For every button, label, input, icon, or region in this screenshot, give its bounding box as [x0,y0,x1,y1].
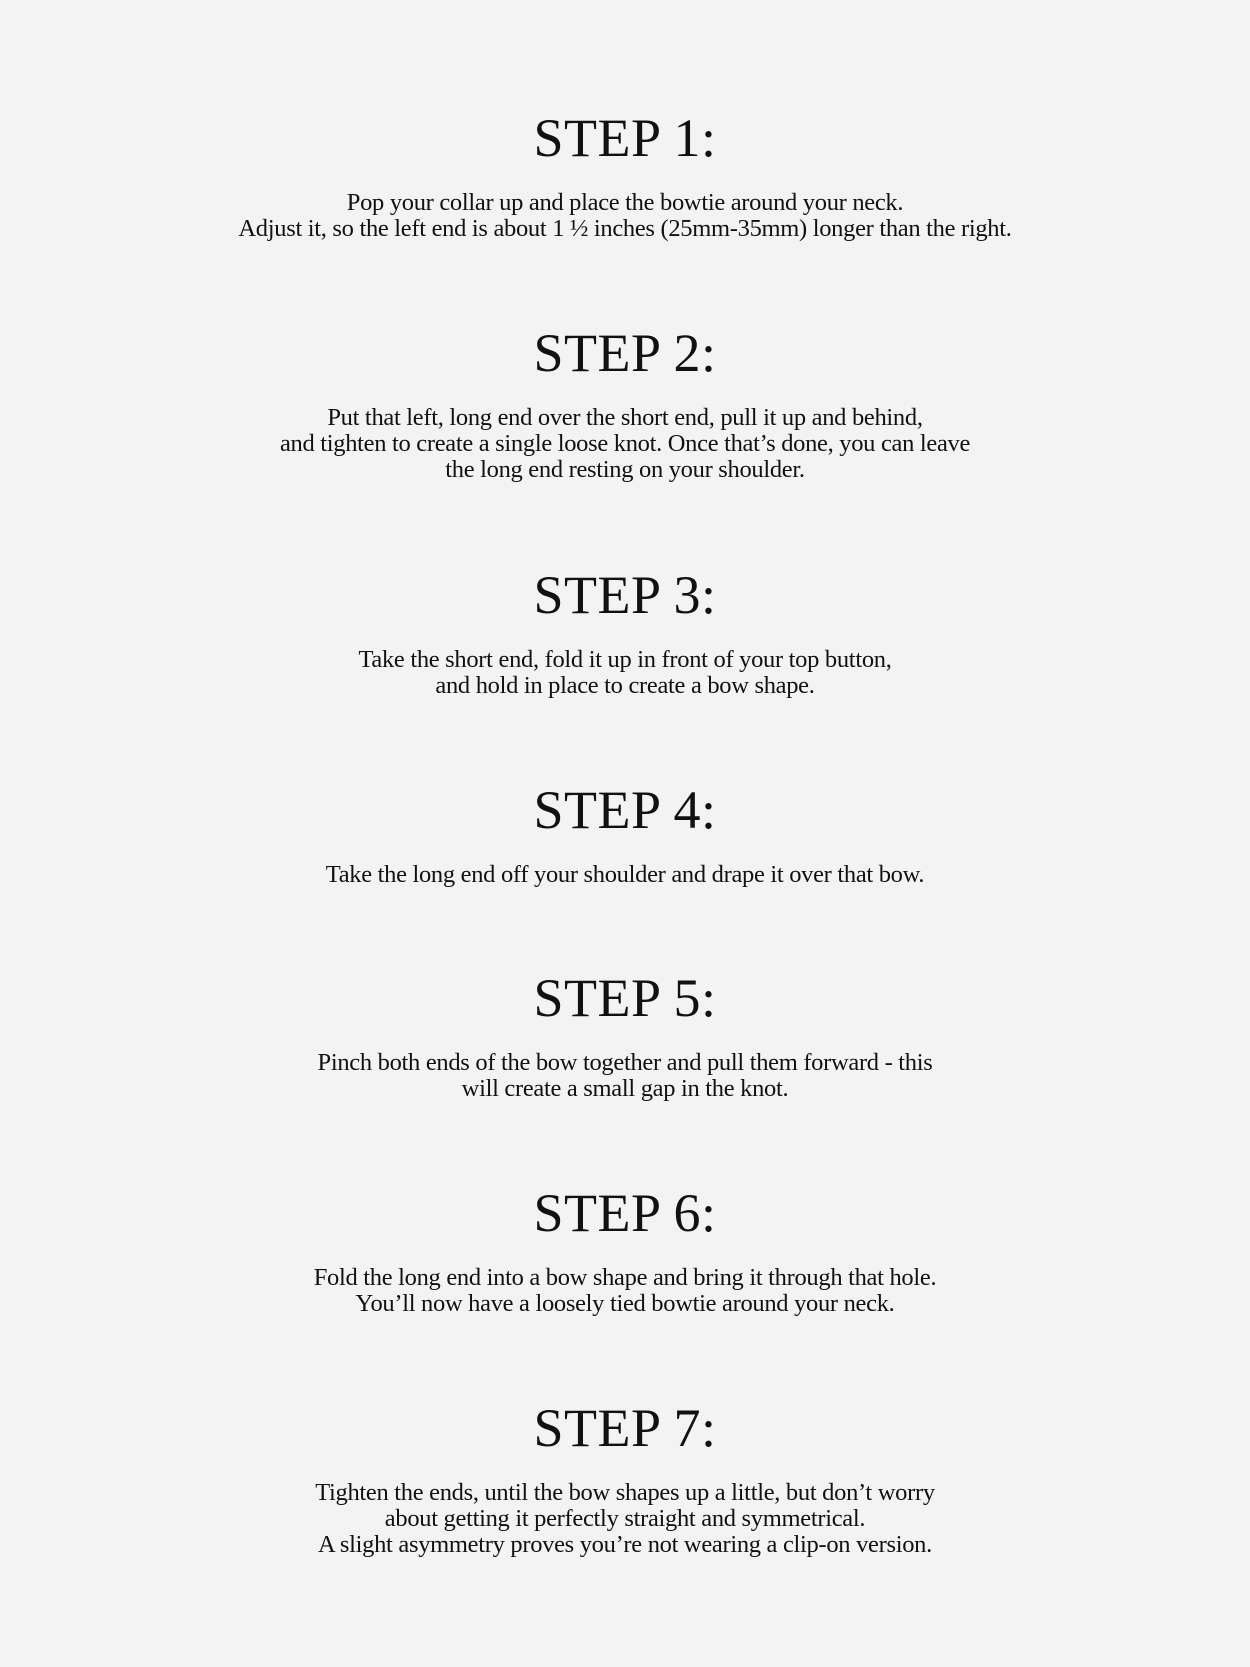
step-3-title: STEP 3: [533,565,717,625]
step-6-line-1: Fold the long end into a bow shape and bring it through that hole. [313,1264,937,1291]
step-6 [0,1183,1250,1317]
step-2-line-2: and tighten to create a single loose knot. Once that’s done, you can leave [279,430,971,457]
step-5-line-2: will create a small gap in the knot. [461,1075,789,1102]
step-3-line-2: and hold in place to create a bow shape. [435,672,815,699]
step-6-line-2: You’ll now have a loosely tied bowtie around your neck. [355,1290,895,1317]
step-5-description [0,1050,1250,1102]
step-5-title: STEP 5: [533,968,717,1028]
step-4 [0,780,1250,888]
step-5 [0,968,1250,1102]
step-2 [0,323,1250,483]
step-7-line-2: about getting it perfectly straight and symmetrical. [384,1505,866,1532]
step-7-title: STEP 7: [533,1398,717,1458]
step-1-line-1: Pop your collar up and place the bowtie around your neck. [346,189,904,216]
step-7 [0,1398,1250,1558]
step-1 [0,108,1250,242]
step-4-description [0,862,1250,888]
step-3 [0,565,1250,699]
step-1-title: STEP 1: [533,108,717,168]
step-7-line-3: A slight asymmetry proves you’re not wearing a clip-on version. [318,1531,932,1558]
step-1-line-2: Adjust it, so the left end is about 1 ½ inches (25mm-35mm) longer than the right. [238,215,1012,242]
step-6-description [0,1265,1250,1317]
step-2-description [0,405,1250,483]
step-7-line-1: Tighten the ends, until the bow shapes up a little, but don’t worry [315,1479,935,1506]
step-2-line-1: Put that left, long end over the short end, pull it up and behind, [327,404,923,431]
step-5-line-1: Pinch both ends of the bow together and pull them forward - this [317,1049,933,1076]
step-4-title: STEP 4: [533,780,717,840]
step-3-line-1: Take the short end, fold it up in front of your top button, [358,646,892,673]
step-3-description [0,647,1250,699]
step-7-description [0,1480,1250,1558]
step-2-line-3: the long end resting on your shoulder. [445,456,805,483]
step-4-line-1: Take the long end off your shoulder and drape it over that bow. [325,861,925,888]
step-2-title: STEP 2: [533,323,717,383]
step-1-description [0,190,1250,242]
step-6-title: STEP 6: [533,1183,717,1243]
